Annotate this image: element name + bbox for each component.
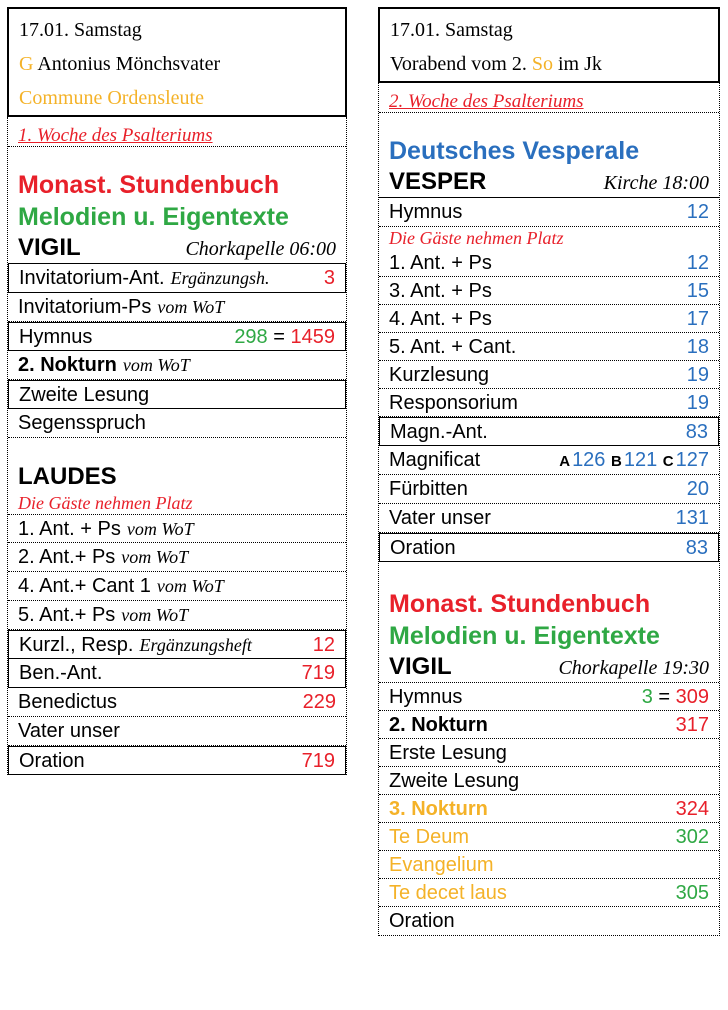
row-v-vater-unser: Vater unser 131 (379, 504, 719, 533)
right-book-melodien: Melodien u. Eigentexte (389, 622, 660, 650)
left-schedule-column (7, 7, 347, 775)
row-v-ant-5: 5. Ant. + Cant. 18 (379, 333, 719, 361)
row-invitatorium-ps: Invitatorium-Ps vom WoT (8, 293, 346, 322)
row-v-responsorium: Responsorium 19 (379, 389, 719, 417)
row-laudes-2: 2. Ant.+ Ps vom WoT (8, 543, 346, 572)
commune-label: Commune Ordensleute (19, 87, 204, 109)
row-vater-unser: Vater unser (8, 717, 346, 746)
row-laudes-4: 4. Ant.+ Cant 1 vom WoT (8, 572, 346, 601)
right-book-vesperale: Deutsches Vesperale (389, 137, 640, 165)
vesper-place-time: Kirche 18:00 (603, 172, 709, 194)
row-r-oration: Oration (389, 910, 455, 932)
rank-letter: G (19, 53, 34, 75)
left-vigil-heading (8, 233, 346, 264)
vigil-title: VIGIL (18, 234, 81, 261)
row-segensspruch: Segensspruch (8, 409, 346, 438)
row-ben-ant: Ben.-Ant. 719 (8, 659, 346, 688)
laudes-guests-note: Die Gäste nehmen Platz (18, 493, 193, 513)
row-v-ant-1: 1. Ant. + Ps 12 (379, 249, 719, 277)
row-v-kurzlesung: Kurzlesung 19 (379, 361, 719, 389)
row-r-te-decet-laus: Te decet laus 305 (379, 879, 719, 907)
row-v-ant-4: 4. Ant. + Ps 17 (379, 305, 719, 333)
right-vigil-heading (379, 652, 719, 683)
row-kurzlesung: Kurzl., Resp. Ergänzungsheft 12 (8, 630, 346, 659)
left-psalter-week: 1. Woche des Psalteriums (8, 117, 346, 147)
left-vigil-section (7, 117, 347, 775)
row-benedictus: Benedictus 229 (8, 688, 346, 717)
left-saint-line (19, 47, 345, 81)
row-r-zweite-lesung: Zweite Lesung (379, 767, 719, 795)
row-r-erste-lesung: Erste Lesung (379, 739, 719, 767)
vesper-guests-note: Die Gäste nehmen Platz (389, 228, 564, 248)
row-v-magnificat: Magnificat A 126 B 121 C 127 (379, 446, 719, 475)
row-laudes-1: 1. Ant. + Ps vom WoT (8, 514, 346, 543)
row-2-nokturn: 2. Nokturn vom WoT (8, 351, 346, 380)
vesper-heading (379, 167, 719, 198)
row-hymnus: Hymnus 298 = 1459 (8, 322, 346, 351)
row-r-3-nokturn: 3. Nokturn 324 (379, 795, 719, 823)
row-v-magn-ant: Magn.-Ant. 83 (379, 417, 719, 446)
row-r-evangelium: Evangelium (379, 851, 719, 879)
right-date: 17.01. Samstag (390, 19, 513, 41)
row-laudes-5: 5. Ant.+ Ps vom WoT (8, 601, 346, 630)
row-v-ant-3: 3. Ant. + Ps 15 (379, 277, 719, 305)
right-book-stundenbuch: Monast. Stundenbuch (389, 590, 651, 618)
left-date: 17.01. Samstag (19, 19, 142, 41)
left-book-stundenbuch: Monast. Stundenbuch (18, 171, 280, 199)
row-r-2-nokturn: 2. Nokturn 317 (379, 711, 719, 739)
row-r-hymnus: Hymnus 3 = 309 (379, 683, 719, 711)
saint-name: Antonius Mönchsvater (37, 53, 221, 75)
vigil-place-time: Chorkapelle 06:00 (185, 238, 336, 260)
right-vigil-place-time: Chorkapelle 19:30 (558, 657, 709, 679)
row-zweite-lesung: Zweite Lesung (8, 380, 346, 409)
laudes-title: LAUDES (18, 463, 117, 490)
row-v-oration: Oration 83 (379, 533, 719, 562)
row-r-te-deum: Te Deum 302 (379, 823, 719, 851)
right-schedule-column (378, 7, 720, 936)
left-laudes-heading (8, 462, 346, 492)
right-eve-line: Vorabend vom 2. So im Jk (390, 53, 602, 75)
row-invitatorium-ant: Invitatorium-Ant. Ergänzungsh. 3 (8, 264, 346, 293)
row-v-fuerbitten: Fürbitten 20 (379, 475, 719, 504)
row-oration: Oration 719 (8, 746, 346, 775)
left-day-header (7, 7, 347, 117)
right-psalter-week: 2. Woche des Psalteriums (379, 83, 719, 113)
right-schedule-section (378, 83, 720, 936)
vesper-title: VESPER (389, 168, 487, 195)
right-vigil-title: VIGIL (389, 653, 452, 680)
left-book-melodien: Melodien u. Eigentexte (18, 203, 289, 231)
right-day-header (378, 7, 720, 83)
row-v-hymnus: Hymnus 12 (379, 198, 719, 227)
